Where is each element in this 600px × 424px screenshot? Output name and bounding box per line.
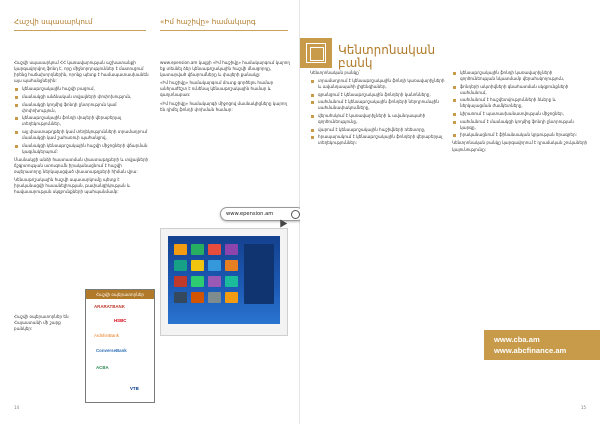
page-number: 14 — [14, 405, 20, 410]
list-item: այլ փաստաթղթերի կամ տեղեկությունների տրամադրում մասնակցի կամ շահառուի պահանջով, — [14, 129, 150, 141]
list-item: վերահսկում է կառավարիչների և ավանդապահի գործունեությունը, — [310, 113, 446, 125]
banks-box — [85, 289, 155, 403]
list-item: սահմանում է հաշվետվությունների ձևերը և ներկայացման ժամկետները, — [452, 97, 588, 109]
app-tile — [225, 260, 238, 271]
list-item: գրանցում է կենսաթոշակային ֆոնդերի կանոնները, — [310, 92, 446, 98]
logo-block — [300, 38, 332, 68]
paragraph: Մասնակցի անձի հաստատման փաստաթղթերի և տվյալների ճշգրտության ստուգումն իրականացնում է հաշվի օպերատորը ներկայացված փաստաթղթերի հիման վրա: — [14, 156, 149, 174]
list-item: սահմանում է մասնակցի կողմից ֆոնդի ընտրության կարգը, — [452, 119, 588, 131]
heading-rule — [14, 30, 146, 31]
left-column-2 — [160, 60, 290, 115]
left-column-1-tail — [14, 314, 80, 334]
app-tile — [208, 292, 221, 303]
app-tile — [174, 244, 187, 255]
left-heading-operators: Հաշվի սպասարկում — [14, 17, 93, 26]
right-page — [300, 0, 600, 424]
banks-title: Հաշվի օպերատորներ — [86, 290, 154, 299]
list-item: ֆոնդերի ակտիվների գնահատման սկզբունքների սահմանում, — [452, 84, 588, 96]
list-item: մասնակցի կենսաթոշակային հաշվի միջոցների վճարման կազմակերպում: — [14, 143, 150, 155]
paragraph: Հաշվի օպերատորներ են Հայաստանի մի շարք բանկեր: — [14, 314, 69, 332]
url-text: www.epension.am — [226, 211, 274, 217]
app-tile — [174, 260, 187, 271]
list-item: կիրառում է պատասխանատվության միջոցներ, — [452, 111, 588, 117]
paragraph: Կենսաթոշակային հաշվի սպասարկումը պետք է իրականացվի հասանելիության, թափանցիկության և հավասարության սկզբունքների պահպանմամբ: — [14, 177, 131, 195]
bank-logo: HSBC — [114, 318, 127, 323]
websites-box — [484, 330, 600, 360]
list-item: հրապարակում է կենսաթոշակային ֆոնդերի վերաբերյալ տեղեկություններ: — [310, 134, 446, 146]
list-item: կենսաթոշակային ֆոնդի կառավարիչների գործունեության նկատմամբ վերահսկողություն, — [452, 70, 588, 82]
bank-logo: ConverseBank — [96, 348, 127, 353]
bank-emblem-icon — [306, 43, 326, 63]
bank-logo: ArdshinBank — [94, 333, 119, 338]
right-column-1 — [310, 70, 446, 149]
app-panel — [244, 244, 274, 304]
bank-logo: VTB — [130, 386, 139, 391]
app-tile — [174, 292, 187, 303]
app-tile — [191, 292, 204, 303]
right-title — [338, 44, 435, 70]
bullet-list — [310, 78, 446, 146]
list-item: կենսաթոշակային հաշվի բացում, — [14, 86, 150, 92]
app-tile — [191, 260, 204, 271]
bank-logo: ACBA — [96, 365, 109, 370]
paragraph: Կենտրոնական բանկը կարգավորում է դրամական շուկաների կայունությունը: — [452, 140, 588, 152]
list-item: սահմանում է կենսաթոշակային ֆոնդերի ներդրումային սահմանափակումները, — [310, 99, 446, 111]
app-tile — [225, 292, 238, 303]
url-bar — [220, 207, 304, 221]
title-line: Կենտրոնական — [338, 43, 436, 57]
website-link[interactable]: www.abcfinance.am — [494, 346, 567, 355]
left-column-1 — [14, 60, 150, 197]
app-tile — [225, 244, 238, 255]
app-tile — [191, 244, 204, 255]
list-item: մասնակցի կողմից ֆոնդի ընտրություն կամ փոփոխություն, — [14, 102, 150, 114]
paragraph: «Իմ հաշիվը» համակարգի միջոցով մասնակիցները կարող են դիմել ֆոնդի փոխման համար: — [160, 100, 288, 112]
right-column-2 — [452, 70, 588, 155]
app-tile — [208, 260, 221, 271]
app-tile — [208, 244, 221, 255]
list-item: կենսաթոշակային ֆոնդի փայերի վերաբերյալ տեղեկություններ, — [14, 115, 150, 127]
left-heading-my-account: «Իմ հաշիվը» համակարգ — [160, 17, 256, 26]
paragraph: www.epension.am կայքի «Իմ հաշիվը» համակարգում կարող եք տեսնել ձեր կենսաթոշակային հաշվի մնացորդը, կատարված վճարումները և փայերի քանակը: — [160, 60, 290, 78]
paragraph: Կենտրոնական բանկը` — [310, 70, 361, 75]
app-tile — [208, 276, 221, 287]
list-item: վարում է կենսաթոշակային հաշիվների ռեեստրը, — [310, 127, 446, 133]
browser-screen — [168, 236, 280, 324]
paragraph: Հաշվի սպասարկում ՀՀ կառավարության աշխատանքի կարգավորվող ֆոնդ է, որը միջնորդություններ է մատուցում իրենց հաճախորդներին, որոնք պետք է համապատասխանեն այս պահանջներին: — [14, 60, 149, 84]
search-icon — [291, 210, 300, 219]
app-tile — [225, 276, 238, 287]
list-item: տրամադրում է կենսաթոշակային ֆոնդի կառավարիչների և ավանդապահի լիցենզիաներ, — [310, 78, 446, 90]
app-tile — [174, 276, 187, 287]
list-item: իրականացնում է ֆինանսական կրթության ծրագրեր: — [452, 132, 588, 138]
heading-rule — [160, 30, 288, 31]
paragraph: «Իմ հաշիվը» համակարգում մուտք գործելու համար անհրաժեշտ է ունենալ կենսաթոշակային համար և գաղտնաբառ: — [160, 80, 274, 98]
bank-logo: ARARATBANK — [94, 304, 125, 309]
title-line: բանկ — [338, 56, 373, 70]
app-tile — [191, 276, 204, 287]
bullet-list — [452, 70, 588, 138]
list-item: մասնակցի անձնական տվյալների փոփոխություն, — [14, 94, 150, 100]
bullet-list — [14, 86, 150, 154]
page-number: 15 — [580, 405, 586, 410]
website-link[interactable]: www.cba.am — [494, 335, 540, 344]
